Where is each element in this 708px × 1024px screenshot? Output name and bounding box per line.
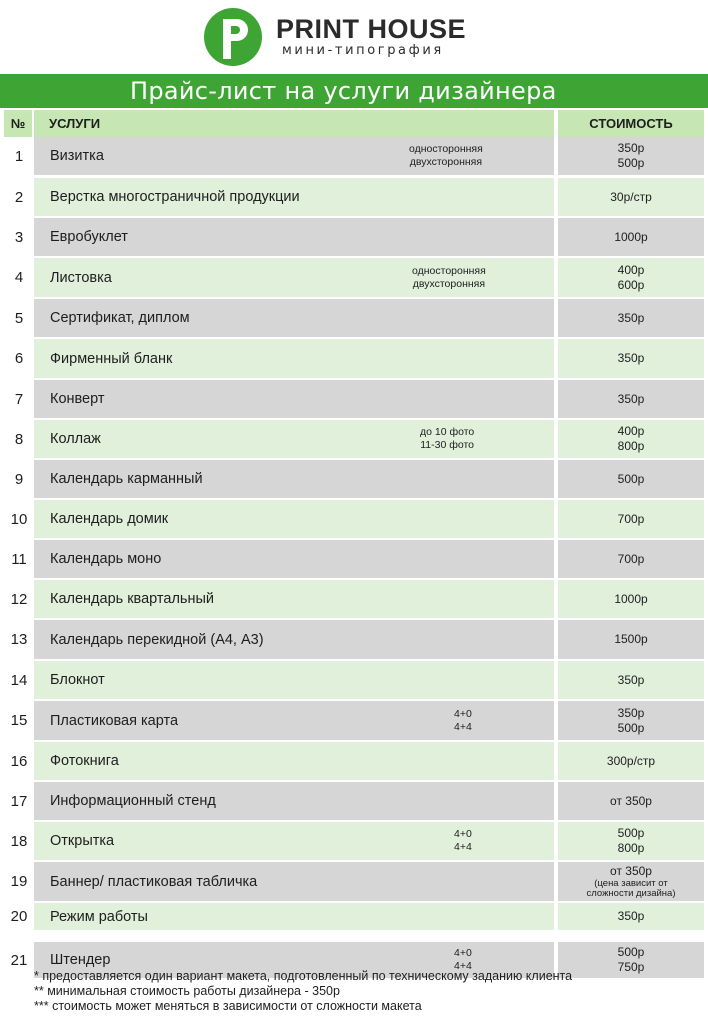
row-number: 11: [11, 550, 27, 568]
row-number: 12: [10, 590, 28, 608]
price-value: 500р: [617, 945, 645, 959]
service-cell: [34, 137, 554, 175]
service-name: Календарь карманный: [50, 471, 203, 487]
header: [0, 0, 708, 74]
price-cell: [558, 137, 704, 175]
table-row: [0, 460, 708, 498]
footnotes: [34, 969, 704, 1014]
service-option: 4+0: [454, 707, 472, 720]
service-name: Штендер: [50, 952, 111, 968]
price-value: 500р: [617, 471, 645, 486]
service-cell: [34, 661, 554, 699]
price-cell: [558, 782, 704, 820]
row-number: 20: [10, 908, 28, 925]
price-cell: [558, 742, 704, 780]
row-number: 6: [14, 350, 24, 367]
table-row: [0, 580, 708, 618]
table-row: [0, 420, 708, 458]
service-options: [409, 137, 483, 175]
service-cell: [34, 822, 554, 860]
table-row: [0, 540, 708, 578]
service-option: 11-30 фото: [420, 439, 475, 451]
brand-block: [276, 14, 496, 58]
price-value: 500р: [617, 826, 645, 840]
service-name: Фотокнига: [50, 753, 119, 769]
table-row: [0, 500, 708, 538]
table-row: [0, 862, 708, 901]
row-number: 17: [10, 792, 28, 810]
service-name: Календарь домик: [50, 511, 169, 527]
price-cell: [558, 661, 704, 699]
price-value: 1500р: [614, 632, 648, 646]
row-number: 16: [10, 752, 28, 770]
table-row: [0, 782, 708, 820]
service-option: односторонняя: [412, 264, 486, 277]
brand-tagline: мини-типография: [282, 43, 444, 58]
service-name: Пластиковая карта: [50, 712, 179, 729]
service-name: Верстка многостраничной продукции: [50, 189, 300, 205]
service-name: Коллаж: [50, 431, 101, 447]
price-value: 500р: [617, 720, 645, 735]
service-cell: [34, 258, 554, 297]
price-value: 350р: [617, 351, 645, 365]
price-cell: [558, 380, 704, 418]
row-number: 2: [14, 188, 24, 206]
price-cell: [558, 620, 704, 659]
service-option: до 10 фото: [420, 426, 475, 438]
table-row: [0, 137, 708, 175]
footnote: * предоставляется один вариант макета, подготовленный по техническому заданию клиента: [34, 969, 573, 983]
service-cell: [34, 580, 554, 618]
price-cell: [558, 701, 704, 740]
price-cell: [558, 178, 704, 216]
row-number: 1: [14, 147, 24, 165]
table-row: [0, 822, 708, 860]
price-cell: [558, 580, 704, 618]
table-row: [0, 258, 708, 297]
service-name: Конверт: [50, 391, 105, 407]
service-cell: [34, 500, 554, 538]
price-value: 1000р: [614, 591, 648, 606]
service-options: [420, 420, 474, 458]
row-number: 10: [10, 510, 28, 528]
service-name: Фирменный бланк: [50, 350, 173, 367]
table-row: [0, 218, 708, 256]
table-row: [0, 661, 708, 699]
footnote: *** стоимость может меняться в зависимости от сложности макета: [34, 999, 422, 1013]
header-num: №: [4, 110, 32, 137]
price-value: 1000р: [614, 229, 648, 244]
price-value: 350р: [617, 141, 645, 155]
table-row: [0, 299, 708, 337]
row-number: 13: [10, 631, 28, 648]
service-cell: [34, 903, 554, 930]
row-number: 3: [14, 228, 24, 246]
service-name: Календарь перекидной (А4, А3): [50, 631, 264, 648]
service-name: Евробуклет: [50, 229, 128, 245]
price-value: 800р: [617, 841, 645, 855]
price-value: 30р/стр: [610, 189, 652, 204]
service-name: Листовка: [50, 269, 112, 286]
row-number: 4: [14, 269, 24, 286]
row-number: 9: [14, 470, 24, 488]
service-option: 4+4: [454, 960, 472, 972]
service-option: 4+4: [454, 720, 472, 733]
price-value: 400р: [617, 262, 645, 277]
price-cell: [558, 299, 704, 337]
table-row: [0, 380, 708, 418]
table-row: [0, 701, 708, 740]
price-value: 800р: [617, 439, 645, 453]
service-option: 4+4: [454, 841, 472, 853]
service-cell: [34, 701, 554, 740]
price-value: 350р: [617, 909, 645, 923]
service-option: двухсторонняя: [412, 277, 486, 290]
service-name: Блокнот: [50, 672, 105, 688]
price-cell: [558, 420, 704, 458]
price-cell: [558, 339, 704, 378]
price-cell: [558, 903, 704, 930]
row-number: 8: [14, 430, 24, 448]
print-house-logo-icon: [203, 7, 263, 67]
service-cell: [34, 460, 554, 498]
service-name: Календарь квартальный: [50, 591, 214, 607]
service-cell: [34, 178, 554, 216]
service-options: [454, 701, 472, 740]
service-cell: [34, 339, 554, 378]
footnote: ** минимальная стоимость работы дизайнера - 350р: [34, 984, 340, 998]
price-cell: [558, 862, 704, 901]
price-cell: [558, 460, 704, 498]
table-row: [0, 903, 708, 930]
row-number: 18: [10, 832, 28, 850]
price-value: 350р: [617, 705, 645, 720]
service-cell: [34, 782, 554, 820]
price-cell: [558, 540, 704, 578]
table-header-row: [0, 110, 708, 137]
service-cell: [34, 540, 554, 578]
service-cell: [34, 862, 554, 901]
row-number: 21: [10, 951, 28, 969]
brand-name: PRINT HOUSE: [276, 14, 467, 44]
price-note: (цена зависит от: [594, 878, 668, 889]
price-value: 350р: [617, 310, 645, 325]
service-name: Информационный стенд: [50, 793, 216, 809]
price-value: 700р: [617, 511, 645, 526]
service-cell: [34, 380, 554, 418]
price-value: 300р/стр: [606, 753, 656, 768]
price-cell: [558, 822, 704, 860]
service-name: Режим работы: [50, 908, 148, 925]
service-name: Сертификат, диплом: [50, 310, 190, 326]
service-name: Визитка: [50, 148, 104, 164]
service-option: двухсторонняя: [409, 156, 483, 168]
price-value: 600р: [617, 277, 645, 292]
price-cell: [558, 500, 704, 538]
page-title: Прайс-лист на услуги дизайнера: [0, 74, 708, 108]
price-value: 350р: [617, 672, 645, 687]
header-service: УСЛУГИ: [34, 110, 554, 137]
header-price: СТОИМОСТЬ: [558, 110, 704, 137]
row-number: 7: [14, 390, 24, 408]
price-value: 500р: [617, 156, 645, 170]
price-value: от 350р: [610, 793, 652, 808]
service-cell: [34, 742, 554, 780]
service-name: Календарь моно: [50, 551, 162, 567]
price-value: 750р: [617, 960, 645, 974]
table-row: [0, 620, 708, 659]
price-note: сложности дизайна): [586, 888, 676, 899]
table-row: [0, 178, 708, 216]
row-number: 14: [10, 671, 28, 689]
service-cell: [34, 299, 554, 337]
price-value: 350р: [617, 391, 645, 406]
service-options: [454, 822, 472, 860]
service-name: Баннер/ пластиковая табличка: [50, 873, 258, 890]
service-cell: [34, 218, 554, 256]
service-option: 4+0: [454, 828, 472, 840]
row-number: 19: [10, 873, 28, 890]
service-option: односторонняя: [409, 143, 483, 155]
price-cell: [558, 258, 704, 297]
service-cell: [34, 620, 554, 659]
service-options: [412, 258, 486, 297]
service-name: Открытка: [50, 833, 115, 849]
price-value: от 350р: [610, 864, 652, 878]
price-value: 700р: [617, 551, 645, 566]
table-row: [0, 742, 708, 780]
service-cell: [34, 420, 554, 458]
price-cell: [558, 218, 704, 256]
row-number: 5: [14, 309, 24, 327]
table-row: [0, 339, 708, 378]
service-option: 4+0: [454, 947, 472, 959]
price-value: 400р: [617, 424, 645, 438]
row-number: 15: [10, 712, 28, 729]
